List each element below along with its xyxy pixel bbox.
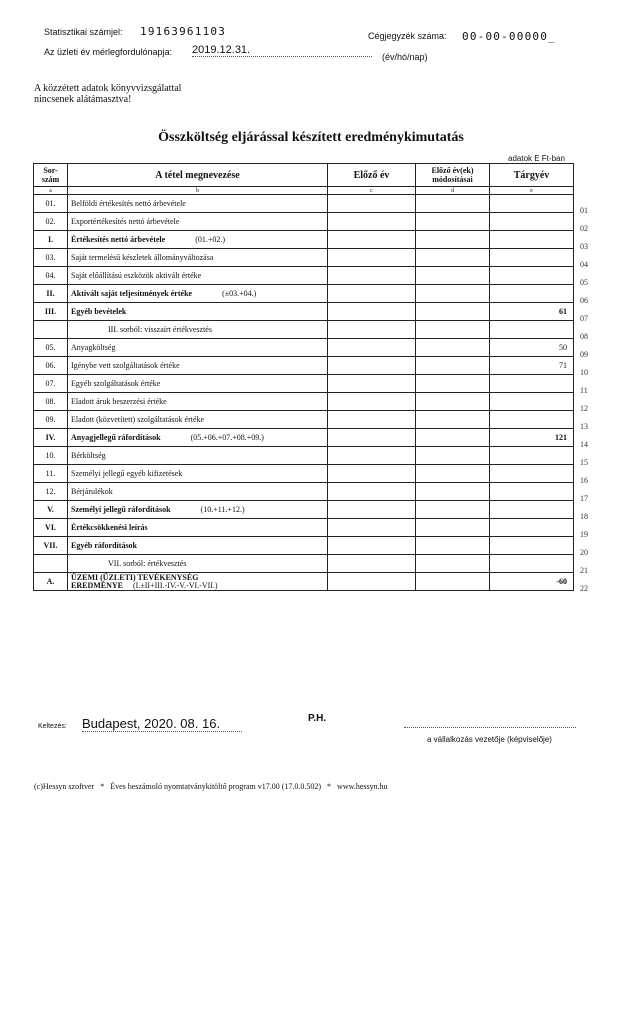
row-name-text: Értékcsökkenési leírás: [71, 523, 148, 532]
row-name-text: Igénybe vett szolgáltatások értéke: [71, 361, 180, 370]
row-formula: (01.+02.): [195, 235, 226, 244]
row-value-curr: [490, 267, 574, 285]
row-value-curr: [490, 321, 574, 339]
row-name-text: Anyagköltség: [71, 343, 116, 352]
table-row: [34, 303, 574, 321]
row-value-mod: [416, 555, 490, 573]
row-value-prev: [328, 285, 416, 303]
row-name: [68, 429, 328, 447]
row-value-mod: [416, 285, 490, 303]
row-name-text: III. sorból: visszaírt értékvesztés: [108, 325, 212, 334]
row-name-text: Saját előállítású eszközök aktivált értéke: [71, 271, 202, 280]
line-number: 22: [580, 583, 588, 593]
table-row: [34, 501, 574, 519]
row-value-prev: [328, 537, 416, 555]
col-letter: c: [328, 187, 416, 195]
stamp-label: P.H.: [308, 713, 327, 724]
row-code: IV.: [34, 429, 68, 447]
row-code: 01.: [34, 195, 68, 213]
row-code: VII.: [34, 537, 68, 555]
row-value-prev: [328, 429, 416, 447]
table-row: [34, 393, 574, 411]
row-value-prev: [328, 303, 416, 321]
row-name-text: Exportértékesítés nettó árbevétele: [71, 217, 180, 226]
row-code: 09.: [34, 411, 68, 429]
row-value-prev: [328, 573, 416, 591]
row-value-mod: [416, 519, 490, 537]
row-value-mod: [416, 321, 490, 339]
company-number-value: 00-00-00000_: [462, 30, 556, 43]
table-row: [34, 339, 574, 357]
stat-number-value: 19163961103: [140, 25, 227, 38]
row-value-mod: [416, 411, 490, 429]
col-header-prev: Előző év: [328, 164, 416, 187]
row-name: [68, 555, 328, 573]
col-letter: e: [490, 187, 574, 195]
line-number: 12: [580, 403, 588, 413]
income-statement-table: [33, 163, 574, 591]
company-number-label: Cégjegyzék száma:: [368, 31, 447, 41]
row-value-mod: [416, 483, 490, 501]
audit-notice-line: nincsenek alátámasztva!: [34, 94, 132, 105]
row-value-curr: [490, 195, 574, 213]
balance-date-value: 2019.12.31.: [192, 44, 372, 57]
row-code: 08.: [34, 393, 68, 411]
line-number: 10: [580, 367, 588, 377]
row-name-text: Belföldi értékesítés nettó árbevétele: [71, 199, 186, 208]
line-number: 02: [580, 223, 588, 233]
row-value-prev: [328, 231, 416, 249]
line-number: 17: [580, 493, 588, 503]
audit-notice: [34, 83, 181, 105]
row-code: 02.: [34, 213, 68, 231]
row-code: 11.: [34, 465, 68, 483]
row-value-prev: [328, 447, 416, 465]
row-value-mod: [416, 339, 490, 357]
row-value-mod: [416, 303, 490, 321]
row-code: [34, 321, 68, 339]
row-value-mod: [416, 195, 490, 213]
row-value-curr: [490, 213, 574, 231]
row-value-curr: [490, 501, 574, 519]
table-row: [34, 447, 574, 465]
signature-label: a vállalkozás vezetője (képviselője): [427, 735, 552, 744]
row-name: [68, 339, 328, 357]
row-name-text: Eladott (közvetített) szolgáltatások értéke: [71, 415, 205, 424]
row-value-curr: [490, 285, 574, 303]
row-value-curr: [490, 249, 574, 267]
line-number: 11: [580, 385, 588, 395]
table-row: [34, 537, 574, 555]
table-row: [34, 231, 574, 249]
row-value-mod: [416, 267, 490, 285]
line-number: 20: [580, 547, 588, 557]
row-code: III.: [34, 303, 68, 321]
row-formula: (±03.+04.): [222, 289, 257, 298]
line-number: 13: [580, 421, 588, 431]
row-name: [68, 375, 328, 393]
line-number: 21: [580, 565, 588, 575]
row-value-prev: [328, 195, 416, 213]
row-value-prev: [328, 483, 416, 501]
row-value-prev: [328, 321, 416, 339]
row-name-text: Bérjárulékok: [71, 487, 113, 496]
col-header-name: A tétel megnevezése: [68, 164, 328, 187]
row-value-curr: [490, 465, 574, 483]
row-value-prev: [328, 411, 416, 429]
row-value-mod: [416, 393, 490, 411]
col-header-mod: Előző év(ek) módosításai: [416, 164, 490, 187]
line-number: 18: [580, 511, 588, 521]
line-number: 07: [580, 313, 588, 323]
row-code: 10.: [34, 447, 68, 465]
row-name: [68, 393, 328, 411]
row-value-curr: [490, 375, 574, 393]
table-row: [34, 357, 574, 375]
row-name: [68, 321, 328, 339]
row-name: [68, 573, 328, 591]
row-code: I.: [34, 231, 68, 249]
row-code: A.: [34, 573, 68, 591]
table-row: [34, 555, 574, 573]
row-name: [68, 195, 328, 213]
row-value-prev: [328, 393, 416, 411]
row-code: 04.: [34, 267, 68, 285]
row-value-curr: 71: [490, 357, 574, 375]
date-place-label: Keltezés:: [38, 723, 67, 730]
row-name-line: ÜZEMI (ÜZLETI) TEVÉKENYSÉG: [71, 572, 199, 582]
row-code: V.: [34, 501, 68, 519]
row-value-curr: 121: [490, 429, 574, 447]
line-number: 19: [580, 529, 588, 539]
row-name: [68, 213, 328, 231]
row-value-mod: [416, 447, 490, 465]
stat-number-label: Statisztikai számjel:: [44, 27, 123, 37]
row-value-prev: [328, 501, 416, 519]
row-value-prev: [328, 267, 416, 285]
table-row: [34, 483, 574, 501]
row-name-text: VII. sorból: értékvesztés: [108, 559, 187, 568]
row-value-curr: [490, 519, 574, 537]
table-row: [34, 465, 574, 483]
page-title: Összköltség eljárással készített eredménykimutatás: [158, 130, 464, 145]
line-number: 05: [580, 277, 588, 287]
row-value-mod: [416, 249, 490, 267]
row-code: 03.: [34, 249, 68, 267]
row-name: [68, 501, 328, 519]
row-name-text: Értékesítés nettó árbevétele: [71, 235, 166, 244]
row-value-curr: [490, 555, 574, 573]
row-name: [68, 411, 328, 429]
col-header-code: Sor-szám: [34, 164, 68, 187]
unit-label: adatok E Ft-ban: [508, 154, 565, 163]
col-letter: b: [68, 187, 328, 195]
row-name-text: Saját termelésű készletek állományváltozása: [71, 253, 214, 262]
balance-date-label: Az üzleti év mérlegfordulónapja:: [44, 47, 173, 57]
row-name: [68, 267, 328, 285]
table-row: [34, 411, 574, 429]
row-value-prev: [328, 555, 416, 573]
row-name: [68, 465, 328, 483]
row-formula: (10.+11.+12.): [200, 505, 245, 514]
row-code: II.: [34, 285, 68, 303]
row-name-text: Személyi jellegű ráfordítások: [71, 505, 171, 514]
row-name: [68, 303, 328, 321]
row-value-curr: [490, 483, 574, 501]
row-value-curr: 50: [490, 339, 574, 357]
row-code: 06.: [34, 357, 68, 375]
date-format-hint: (év/hó/nap): [382, 52, 428, 62]
row-name: [68, 357, 328, 375]
line-number: 14: [580, 439, 588, 449]
row-name-text: Eladott áruk beszerzési értéke: [71, 397, 167, 406]
table-row: [34, 285, 574, 303]
row-name-text: Bérköltség: [71, 451, 106, 460]
row-code: [34, 555, 68, 573]
row-value-mod: [416, 213, 490, 231]
row-value-curr: [490, 393, 574, 411]
line-number: 03: [580, 241, 588, 251]
row-value-prev: [328, 249, 416, 267]
row-value-prev: [328, 339, 416, 357]
line-number: 09: [580, 349, 588, 359]
line-number: 08: [580, 331, 588, 341]
table-row: [34, 195, 574, 213]
row-code: 07.: [34, 375, 68, 393]
row-name-text: Egyéb szolgáltatások értéke: [71, 379, 161, 388]
date-place-value: Budapest, 2020. 08. 16.: [82, 716, 242, 732]
row-value-prev: [328, 357, 416, 375]
row-value-curr: 61: [490, 303, 574, 321]
row-name-text: Anyagjellegű ráfordítások: [71, 433, 161, 442]
signature-line: [404, 727, 576, 728]
row-value-mod: [416, 501, 490, 519]
row-value-curr: [490, 411, 574, 429]
row-value-curr: [490, 231, 574, 249]
row-formula: (I.±II+III.-IV.-V.-VI.-VII.): [133, 580, 218, 590]
row-name: [68, 231, 328, 249]
row-value-mod: [416, 573, 490, 591]
row-value-curr: [490, 537, 574, 555]
line-number: 06: [580, 295, 588, 305]
table-row: [34, 321, 574, 339]
row-name: [68, 249, 328, 267]
row-name-text: Egyéb ráfordítások: [71, 541, 137, 550]
row-value-prev: [328, 213, 416, 231]
audit-notice-line: A közzétett adatok könyvvizsgálattal: [34, 83, 182, 94]
line-number: 01: [580, 205, 588, 215]
table-row: [34, 573, 574, 591]
table-row: [34, 429, 574, 447]
row-value-mod: [416, 375, 490, 393]
row-name-text: Egyéb bevételek: [71, 307, 127, 316]
col-letter: a: [34, 187, 68, 195]
row-value-prev: [328, 465, 416, 483]
line-number: 04: [580, 259, 588, 269]
row-name: [68, 519, 328, 537]
col-header-curr: Tárgyév: [490, 164, 574, 187]
table-row: [34, 519, 574, 537]
row-value-mod: [416, 357, 490, 375]
row-value-prev: [328, 519, 416, 537]
row-value-curr: [490, 447, 574, 465]
table-row: [34, 267, 574, 285]
row-name: [68, 447, 328, 465]
row-code: 05.: [34, 339, 68, 357]
row-name-line: EREDMÉNYE: [71, 580, 124, 590]
row-formula: (05.+06.+07.+08.+09.): [190, 433, 264, 442]
table-row: [34, 375, 574, 393]
row-name: [68, 483, 328, 501]
row-value-curr: -60: [490, 573, 574, 591]
row-name-text: Aktivált saját teljesítmények értéke: [71, 289, 193, 298]
row-name: [68, 285, 328, 303]
row-name-text: Személyi jellegű egyéb kifizetések: [71, 469, 183, 478]
footer-credits: (c)Hessyn szoftver * Éves beszámoló nyomtatványkitöltő program v17.00 (17.0.0.502) * www.hessyn.hu: [34, 782, 388, 791]
col-letter: d: [416, 187, 490, 195]
line-number: 15: [580, 457, 588, 467]
row-code: 12.: [34, 483, 68, 501]
line-number: 16: [580, 475, 588, 485]
row-value-mod: [416, 231, 490, 249]
row-value-prev: [328, 375, 416, 393]
row-name: [68, 537, 328, 555]
table-row: [34, 213, 574, 231]
row-value-mod: [416, 429, 490, 447]
row-code: VI.: [34, 519, 68, 537]
row-value-mod: [416, 465, 490, 483]
table-row: [34, 249, 574, 267]
row-value-mod: [416, 537, 490, 555]
